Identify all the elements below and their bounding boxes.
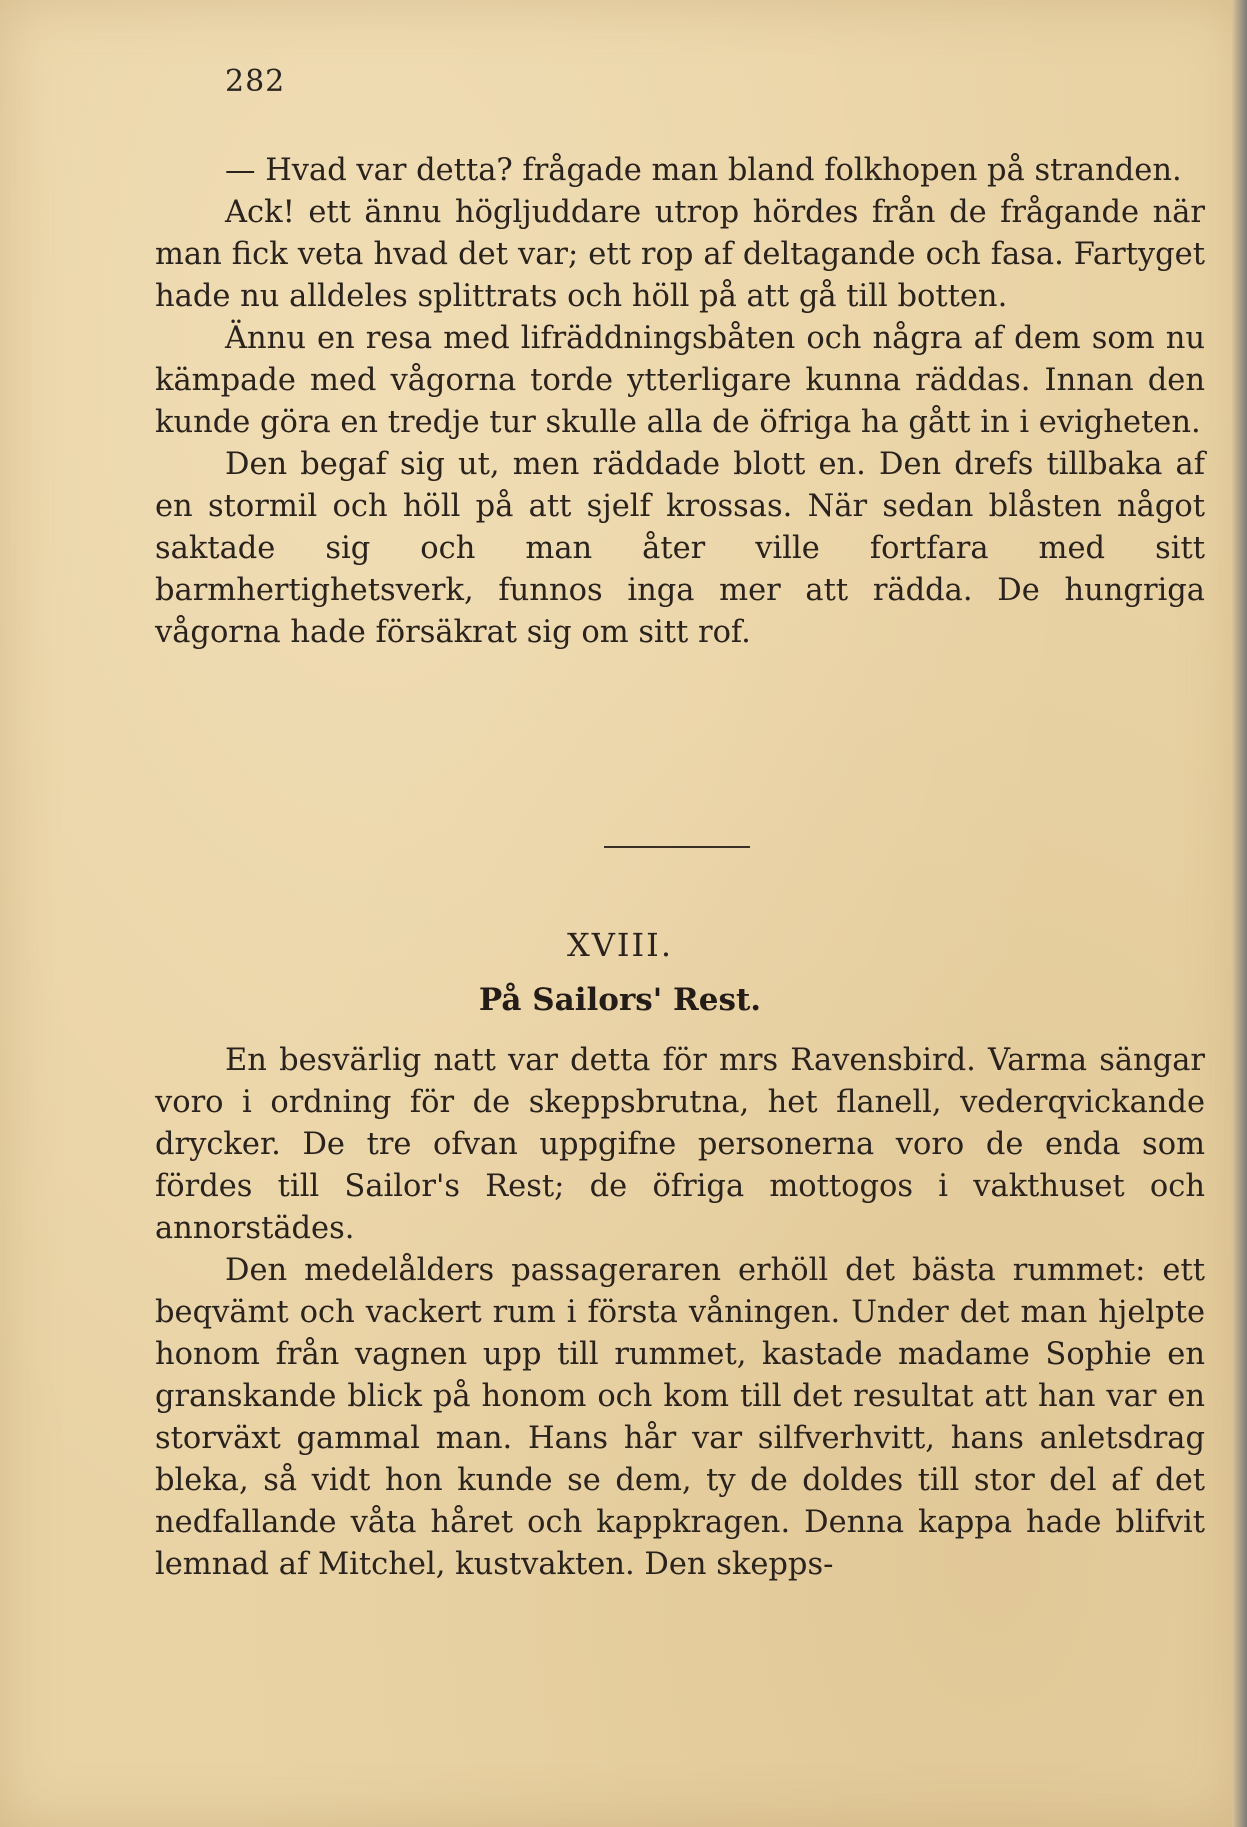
paragraph: Den begaf sig ut, men räddade blott en. Den drefs tillbaka af en stormil och höll på att sjelf krossas. När sedan blåsten något saktade sig och man åter ville fortfara med sitt barmhertighetsverk, funnos inga mer att rädda. De hungriga vågorna hade försäkrat sig om sitt rof. bbox=[155, 447, 1205, 650]
paragraph: Ack! ett ännu högljuddare utrop hördes från de frågande när man fick veta hvad det var; ett rop af deltagande och fasa. Fartyget hade nu alldeles splittrats och höll på att gå till botten. bbox=[155, 195, 1205, 314]
paragraph: — Hvad var detta? frågade man bland folkhopen på stranden. bbox=[225, 153, 1182, 188]
scan-edge bbox=[1232, 0, 1247, 1827]
chapter-title: På Sailors' Rest. bbox=[478, 982, 762, 1018]
page-number: 282 bbox=[225, 64, 286, 99]
text-section-top bbox=[155, 150, 1205, 654]
text-section-bottom bbox=[155, 1040, 1205, 1586]
chapter-number: XVIII. bbox=[567, 926, 673, 964]
paragraph: Ännu en resa med lifräddningsbåten och några af dem som nu kämpade med vågorna torde ytterligare kunna räddas. Innan den kunde göra en tredje tur skulle alla de öfriga ha gått in i evigheten. bbox=[155, 321, 1205, 440]
paragraph: Den medelålders passageraren erhöll det bästa rummet: ett beqvämt och vackert rum i första våningen. Under det man hjelpte honom från vagnen upp till rummet, kastade madame Sophie en granskande blick på honom och kom till det resultat att han var en storväxt gammal man. Hans hår var silfverhvitt, hans anletsdrag bleka, så vidt hon kunde se dem, ty de doldes till stor del af det nedfallande våta håret och kappkragen. Denna kappa hade blifvit lemnad af Mitchel, kustvakten. Den skepps- bbox=[155, 1253, 1205, 1582]
section-divider bbox=[604, 846, 750, 848]
paragraph: En besvärlig natt var detta för mrs Ravensbird. Varma sängar voro i ordning för de skeppsbrutna, het flanell, vederqvickande drycker. De tre ofvan uppgifne personerna voro de enda som fördes till Sailor's Rest; de öfriga mottogos i vakthuset och annorstädes. bbox=[155, 1043, 1205, 1246]
